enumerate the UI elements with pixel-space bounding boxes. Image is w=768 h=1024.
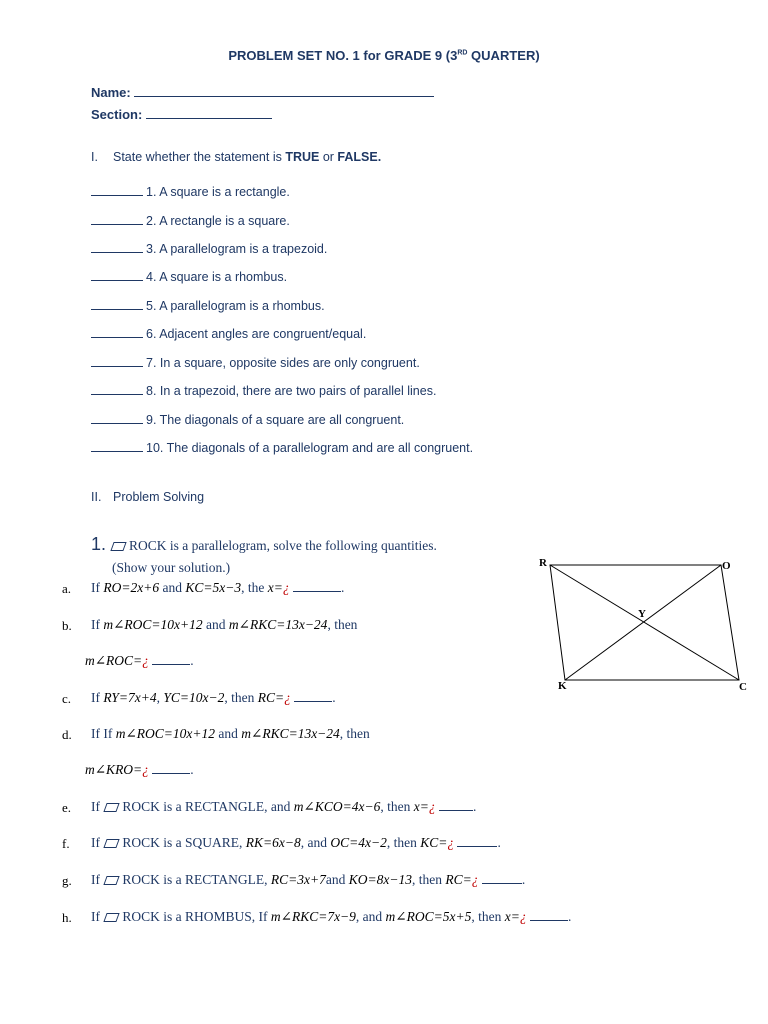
question-h: If ROCK is a RHOMBUS, If m∠RKC=7x−9, and m∠ROC=5x+5, then x=¿ . [91, 909, 572, 924]
part2-numeral: II. [91, 490, 102, 504]
vertex-label-o: O [722, 560, 731, 572]
tf-item: 1. A square is a rectangle. [91, 184, 290, 199]
question-letter: f. [62, 836, 70, 851]
problem-statement: 1. ROCK is a parallelogram, solve the following quantities. [91, 534, 437, 554]
answer-blank[interactable] [530, 909, 568, 921]
answer-blank[interactable] [91, 184, 143, 196]
name-field[interactable] [91, 84, 434, 100]
answer-blank[interactable] [91, 298, 143, 310]
parallelogram-figure [530, 550, 760, 700]
answer-blank[interactable] [91, 355, 143, 367]
question-letter: h. [62, 910, 72, 925]
vertex-label-r: R [539, 557, 547, 569]
answer-blank[interactable] [152, 762, 190, 774]
parallelogram-icon [110, 542, 126, 551]
tf-item: 8. In a trapezoid, there are two pairs of parallel lines. [91, 383, 436, 398]
tf-item: 9. The diagonals of a square are all congruent. [91, 412, 404, 427]
question-a: If RO=2x+6 and KC=5x−3, the x=¿ . [91, 580, 345, 595]
question-letter: e. [62, 800, 72, 815]
question-letter: b. [62, 618, 72, 633]
answer-blank[interactable] [91, 412, 143, 424]
answer-blank[interactable] [152, 653, 190, 665]
question-b: If m∠ROC=10x+12 and m∠RKC=13x−24, then [91, 617, 358, 632]
question-f: If ROCK is a SQUARE, RK=6x−8, and OC=4x−2, then KC=¿ . [91, 835, 501, 850]
tf-item: 4. A square is a rhombus. [91, 269, 287, 284]
vertex-label-c: C [739, 681, 747, 693]
diagonal-ok [565, 565, 721, 680]
question-letter: g. [62, 873, 72, 888]
section-blank[interactable] [146, 106, 272, 119]
part1-heading: I. State whether the statement is TRUE or FALSE. [91, 150, 382, 164]
question-letter: a. [62, 581, 72, 596]
tf-item: 2. A rectangle is a square. [91, 213, 290, 228]
answer-blank[interactable] [91, 269, 143, 281]
name-blank[interactable] [134, 84, 434, 97]
vertex-label-k: K [558, 680, 567, 692]
name-label: Name: [91, 85, 131, 100]
parallelogram-icon [104, 876, 120, 885]
question-d-line2: m∠KRO=¿ . [85, 762, 194, 777]
question-g: If ROCK is a RECTANGLE, RC=3x+7and KO=8x−13, then RC=¿ . [91, 872, 526, 887]
answer-blank[interactable] [91, 213, 143, 225]
parallelogram-icon [104, 913, 120, 922]
answer-blank[interactable] [91, 440, 143, 452]
question-c: If RY=7x+4, YC=10x−2, then RC=¿ . [91, 690, 336, 705]
worksheet-title: PROBLEM SET NO. 1 for GRADE 9 (3RD QUARTER) [228, 48, 540, 63]
answer-blank[interactable] [439, 799, 473, 811]
parallelogram-icon [104, 803, 120, 812]
section-label: Section: [91, 107, 143, 122]
answer-blank[interactable] [91, 241, 143, 253]
answer-blank[interactable] [457, 835, 497, 847]
tf-item: 7. In a square, opposite sides are only congruent. [91, 355, 420, 370]
tf-item: 3. A parallelogram is a trapezoid. [91, 241, 327, 256]
answer-blank[interactable] [293, 580, 341, 592]
answer-blank[interactable] [91, 326, 143, 338]
diagonal-rc [550, 565, 739, 680]
part2-heading: II. Problem Solving [91, 490, 205, 504]
question-e: If ROCK is a RECTANGLE, and m∠KCO=4x−6, then x=¿ . [91, 799, 477, 814]
intersection-label-y: Y [638, 608, 646, 620]
answer-blank[interactable] [482, 872, 522, 884]
question-letter: c. [62, 691, 72, 706]
parallelogram-icon [104, 839, 120, 848]
answer-blank[interactable] [294, 690, 332, 702]
answer-blank[interactable] [91, 383, 143, 395]
question-letter: d. [62, 727, 72, 742]
part1-numeral: I. [91, 150, 98, 164]
question-b-line2: m∠ROC=¿ . [85, 653, 194, 668]
problem-number: 1. [91, 534, 107, 554]
section-field[interactable] [91, 106, 272, 122]
problem-note: (Show your solution.) [112, 560, 231, 575]
tf-item: 10. The diagonals of a parallelogram and are all congruent. [91, 440, 473, 455]
question-d: If If m∠ROC=10x+12 and m∠RKC=13x−24, then [91, 726, 370, 741]
tf-item: 5. A parallelogram is a rhombus. [91, 298, 325, 313]
tf-item: 6. Adjacent angles are congruent/equal. [91, 326, 366, 341]
